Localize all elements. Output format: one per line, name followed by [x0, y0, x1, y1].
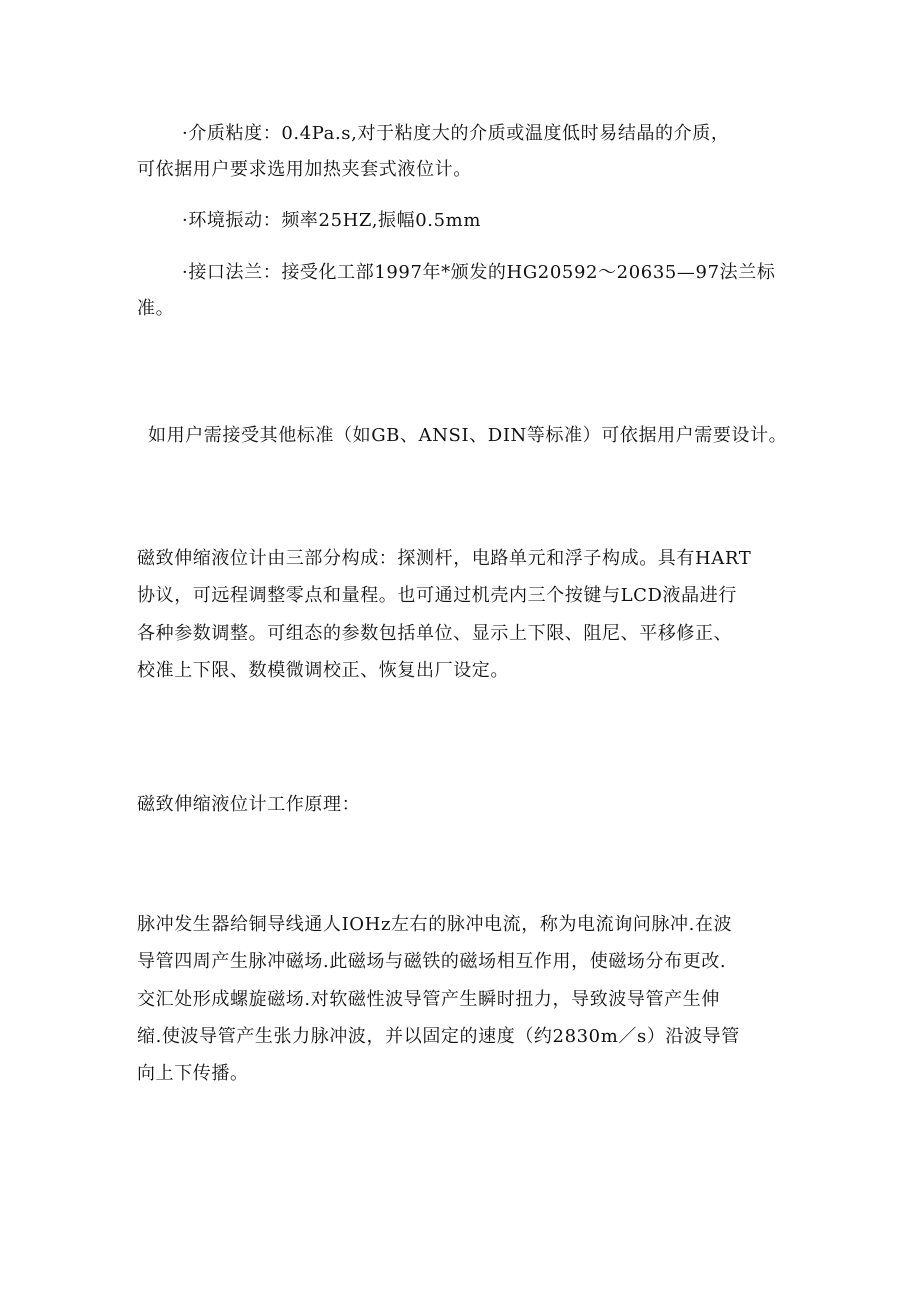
principle-line-5: 向上下传播。 [137, 1063, 249, 1084]
composition-line-1: 磁致伸缩液位计由三部分构成：探测杆，电路单元和浮子构成。具有HART [137, 548, 752, 569]
composition-line-4: 校准上下限、数模微调校正、恢复出厂设定。 [137, 660, 509, 681]
bullet-flange-line-2: 准。 [137, 298, 175, 319]
bullet-viscosity-line-2: 可依据用户要求选用加热夹套式液位计。 [137, 159, 472, 180]
bullet-viscosity-line-1: ·介质粘度：0.4Pa.s,对于粘度大的介质或温度低时易结晶的介质， [182, 123, 730, 144]
principle-line-1: 脉冲发生器给铜导线通人IOHz左右的脉冲电流，称为电流询问脉冲.在波 [137, 914, 733, 935]
principle-line-2: 导管四周产生脉冲磁场.此磁场与磁铁的磁场相互作用，使磁场分布更改. [137, 951, 727, 972]
bullet-flange-line-1: ·接口法兰：接受化工部1997年*颁发的HG20592～20635—97法兰标 [182, 262, 776, 283]
principle-heading: 磁致伸缩液位计工作原理： [137, 794, 361, 815]
standards-note: 如用户需接受其他标准（如GB、ANSI、DIN等标准）可依据用户需要设计。 [148, 425, 788, 446]
composition-line-2: 协议，可远程调整零点和量程。也可通过机壳内三个按键与LCD液晶进行 [137, 585, 737, 606]
principle-line-4: 缩.使波导管产生张力脉冲波，并以固定的速度（约2830m／s）沿波导管 [137, 1026, 740, 1047]
composition-line-3: 各种参数调整。可组态的参数包括单位、显示上下限、阻尼、平移修正、 [137, 623, 733, 644]
bullet-vibration-line-1: ·环境振动：频率25HZ,振幅0.5mm [182, 210, 481, 231]
principle-line-3: 交汇处形成螺旋磁场.对软磁性波导管产生瞬时扭力，导致波导管产生伸 [137, 989, 720, 1010]
